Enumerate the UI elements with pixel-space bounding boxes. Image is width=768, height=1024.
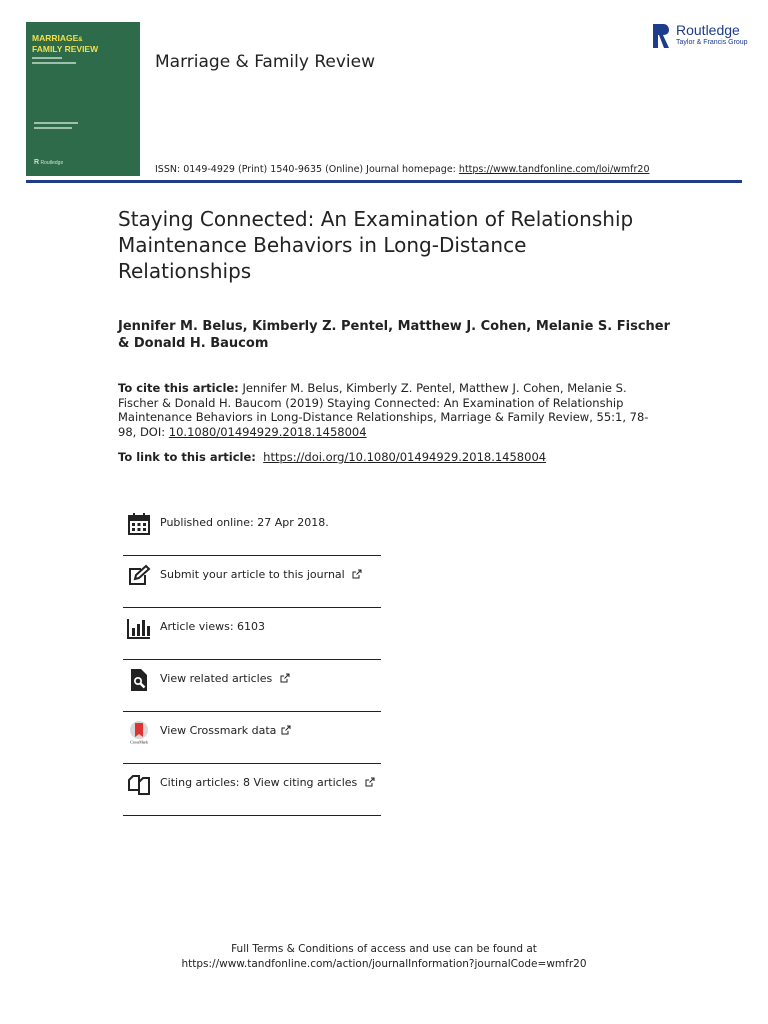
citation-label: To cite this article:: [118, 381, 239, 395]
crossmark-text: View Crossmark data: [160, 724, 277, 737]
header-divider: [26, 180, 742, 183]
submit-article-text: Submit your article to this journal: [160, 568, 345, 581]
related-articles-row[interactable]: [123, 660, 381, 712]
journal-name: Marriage & Family Review: [155, 52, 375, 72]
published-online-text: Published online: 27 Apr 2018.: [160, 516, 329, 529]
publisher-group: Taylor & Francis Group: [676, 39, 748, 46]
citation-block: [118, 381, 658, 439]
external-link-icon: [281, 725, 291, 735]
article-info-list: [123, 504, 381, 816]
terms-footer: [0, 942, 768, 972]
article-views-text: Article views: 6103: [160, 620, 266, 633]
journal-homepage-link[interactable]: https://www.tandfonline.com/loi/wmfr20: [458, 164, 650, 175]
issn-line: ISSN: 0149-4929 (Print) 1540-9635 (Online) Journal homepage: https://www.tandfonline.com/loi/wmfr20: [155, 164, 650, 175]
routledge-logo-icon: [652, 22, 672, 50]
article-link-line: [118, 450, 546, 464]
edit-icon: [127, 564, 151, 588]
article-views-row: [123, 608, 381, 660]
published-online-row: [123, 504, 381, 556]
citing-articles-text: Citing articles: 8 View citing articles: [160, 776, 358, 789]
cover-detail-lines: [32, 57, 134, 64]
cover-detail-lines-lower: [34, 122, 94, 129]
cover-title: MARRIAGE& FAMILY REVIEW: [32, 33, 99, 54]
related-articles-text: View related articles: [160, 672, 273, 685]
crossmark-row[interactable]: [123, 712, 381, 764]
journal-cover: [26, 22, 140, 176]
citation-doi-link[interactable]: 10.1080/01494929.2018.1458004: [168, 424, 367, 439]
citation-text: Jennifer M. Belus, Kimberly Z. Pentel, Matthew J. Cohen, Melanie S. Fischer & Donald H. Baucom (2019) Staying Connected: An Examination of Relationship Maintenance Behaviors in Long-Distance Relationships, Marriage & Family Review, 55:1, 78-98, DOI:: [118, 381, 649, 439]
citing-articles-row[interactable]: [123, 764, 381, 816]
terms-text: Full Terms & Conditions of access and use can be found at: [231, 943, 537, 955]
calendar-icon: [127, 512, 151, 536]
external-link-icon: [365, 777, 375, 787]
link-label: To link to this article:: [118, 450, 256, 464]
svg-text:CrossMark: CrossMark: [130, 739, 148, 744]
cover-publisher-mark: R Routledge: [34, 159, 64, 166]
article-doi-link[interactable]: https://doi.org/10.1080/01494929.2018.1458004: [263, 450, 547, 464]
crossmark-icon: [127, 720, 151, 744]
citing-articles-icon: [127, 772, 151, 796]
article-title: Staying Connected: An Examination of Relationship Maintenance Behaviors in Long-Distance Relationships: [118, 207, 634, 283]
article-authors: Jennifer M. Belus, Kimberly Z. Pentel, Matthew J. Cohen, Melanie S. Fischer & Donald H. Baucom: [118, 319, 671, 351]
submit-article-row[interactable]: [123, 556, 381, 608]
publisher-name: Routledge: [676, 22, 740, 38]
bar-chart-icon: [127, 616, 151, 640]
terms-link[interactable]: https://www.tandfonline.com/action/journalInformation?journalCode=wmfr20: [181, 958, 587, 970]
external-link-icon: [280, 673, 290, 683]
search-document-icon: [127, 668, 151, 692]
external-link-icon: [352, 569, 362, 579]
